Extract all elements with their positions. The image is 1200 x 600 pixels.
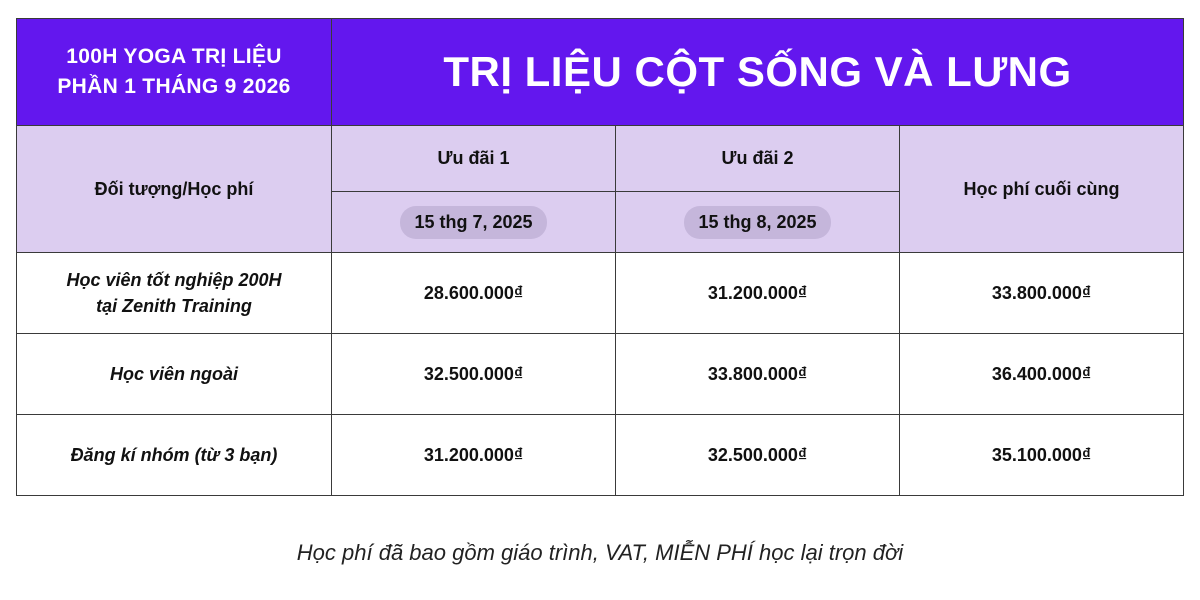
category-label-line-1: Học viên tốt nghiệp 200H — [66, 270, 282, 290]
offer1-deadline-cell — [332, 192, 616, 253]
header-row — [17, 19, 1184, 126]
offer1-price: 31.200.000₫ — [332, 415, 616, 496]
offer1-price: 32.500.000₫ — [332, 334, 616, 415]
course-name-cell — [17, 19, 332, 126]
offer1-date-badge: 15 thg 7, 2025 — [400, 206, 546, 239]
offer2-column-header: Ưu đãi 2 — [616, 126, 900, 192]
offer2-deadline-cell — [616, 192, 900, 253]
table-row — [17, 415, 1184, 496]
program-title: TRỊ LIỆU CỘT SỐNG VÀ LƯNG — [332, 19, 1184, 126]
offer2-date-badge: 15 thg 8, 2025 — [684, 206, 830, 239]
category-label-line-2: tại Zenith Training — [96, 296, 252, 316]
offer2-price: 33.800.000₫ — [616, 334, 900, 415]
final-price: 35.100.000₫ — [900, 415, 1184, 496]
final-price: 33.800.000₫ — [900, 253, 1184, 334]
offer1-column-header: Ưu đãi 1 — [332, 126, 616, 192]
target-column-header: Đối tượng/Học phí — [17, 126, 332, 253]
table-row — [17, 253, 1184, 334]
subheader-row — [17, 126, 1184, 192]
category-cell — [17, 253, 332, 334]
category-label-line-1: Học viên ngoài — [109, 364, 239, 384]
tuition-table — [16, 18, 1184, 496]
category-cell — [17, 334, 332, 415]
offer2-price: 31.200.000₫ — [616, 253, 900, 334]
final-fee-column-header: Học phí cuối cùng — [900, 126, 1184, 253]
course-name-line-1: 100H YOGA TRỊ LIỆU — [66, 45, 282, 68]
tuition-footnote: Học phí đã bao gồm giáo trình, VAT, MIỄN PHÍ học lại trọn đời — [296, 540, 904, 565]
table-row — [17, 334, 1184, 415]
final-price: 36.400.000₫ — [900, 334, 1184, 415]
course-name-line-2: PHẦN 1 THÁNG 9 2026 — [57, 75, 291, 98]
offer2-price: 32.500.000₫ — [616, 415, 900, 496]
offer1-price: 28.600.000₫ — [332, 253, 616, 334]
category-label-line-1: Đăng kí nhóm (từ 3 bạn) — [70, 445, 278, 465]
category-cell — [17, 415, 332, 496]
